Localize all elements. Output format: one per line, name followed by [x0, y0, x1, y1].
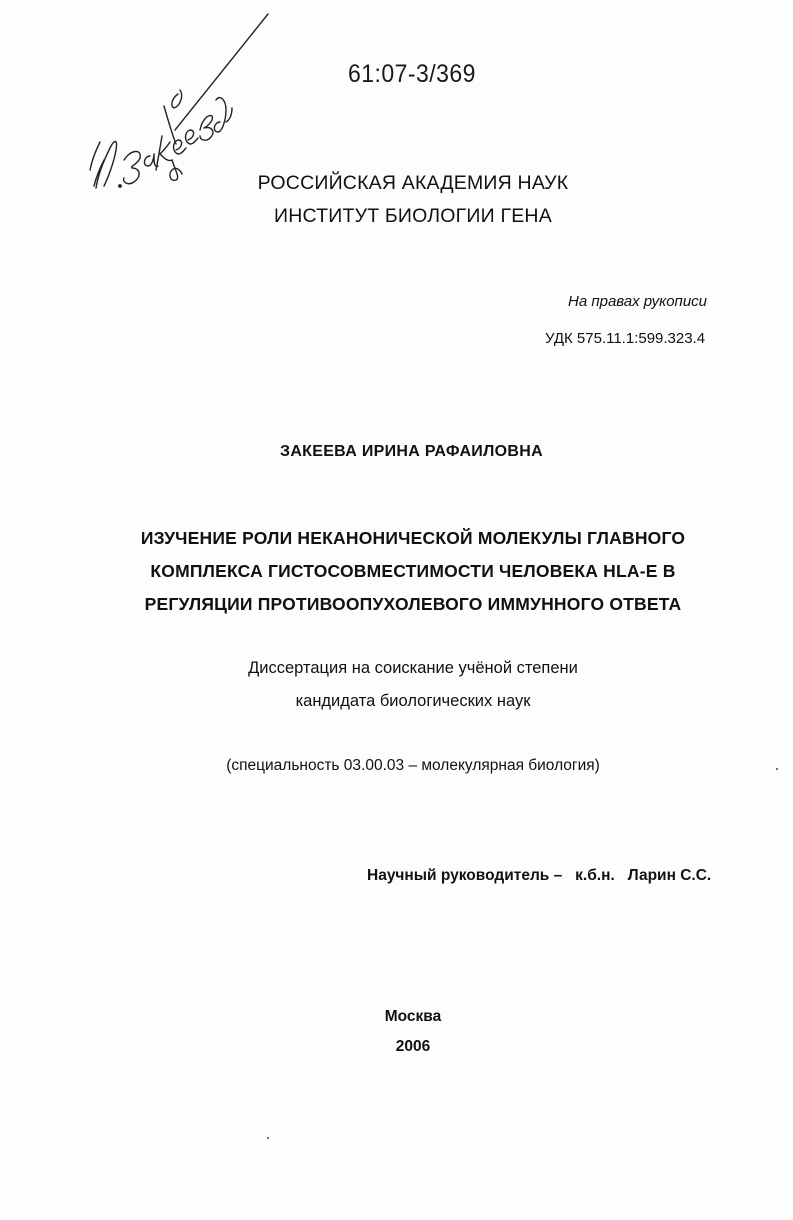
scan-speck — [267, 1137, 269, 1139]
academy-name: РОССИЙСКАЯ АКАДЕМИЯ НАУК — [257, 172, 569, 194]
title-line: РЕГУЛЯЦИИ ПРОТИВООПУХОЛЕВОГО ИММУННОГО ОТВЕТА — [144, 594, 682, 614]
author-name: ЗАКЕЕВА ИРИНА РАФАИЛОВНА — [280, 443, 543, 460]
udk-code: УДК 575.11.1:599.323.4 — [545, 330, 706, 347]
specialty: (специальность 03.00.03 – молекулярная биология) — [226, 757, 600, 774]
title-line: КОМПЛЕКСА ГИСТОСОВМЕСТИМОСТИ ЧЕЛОВЕКА HLA-E В — [150, 561, 676, 581]
city: Москва — [384, 1008, 442, 1025]
title-line: ИЗУЧЕНИЕ РОЛИ НЕКАНОНИЧЕСКОЙ МОЛЕКУЛЫ ГЛАВНОГО — [140, 528, 686, 548]
dissertation-line: Диссертация на соискание учёной степени — [248, 659, 578, 677]
archive-code: 61:07-3/369 — [348, 60, 476, 88]
supervisor: Научный руководитель – к.б.н. Ларин С.С. — [367, 867, 712, 884]
year: 2006 — [395, 1038, 431, 1055]
institute-name: ИНСТИТУТ БИОЛОГИИ ГЕНА — [274, 205, 552, 227]
dissertation-line: кандидата биологических наук — [295, 692, 531, 710]
scan-speck — [776, 768, 778, 770]
manuscript-note: На правах рукописи — [568, 293, 707, 310]
